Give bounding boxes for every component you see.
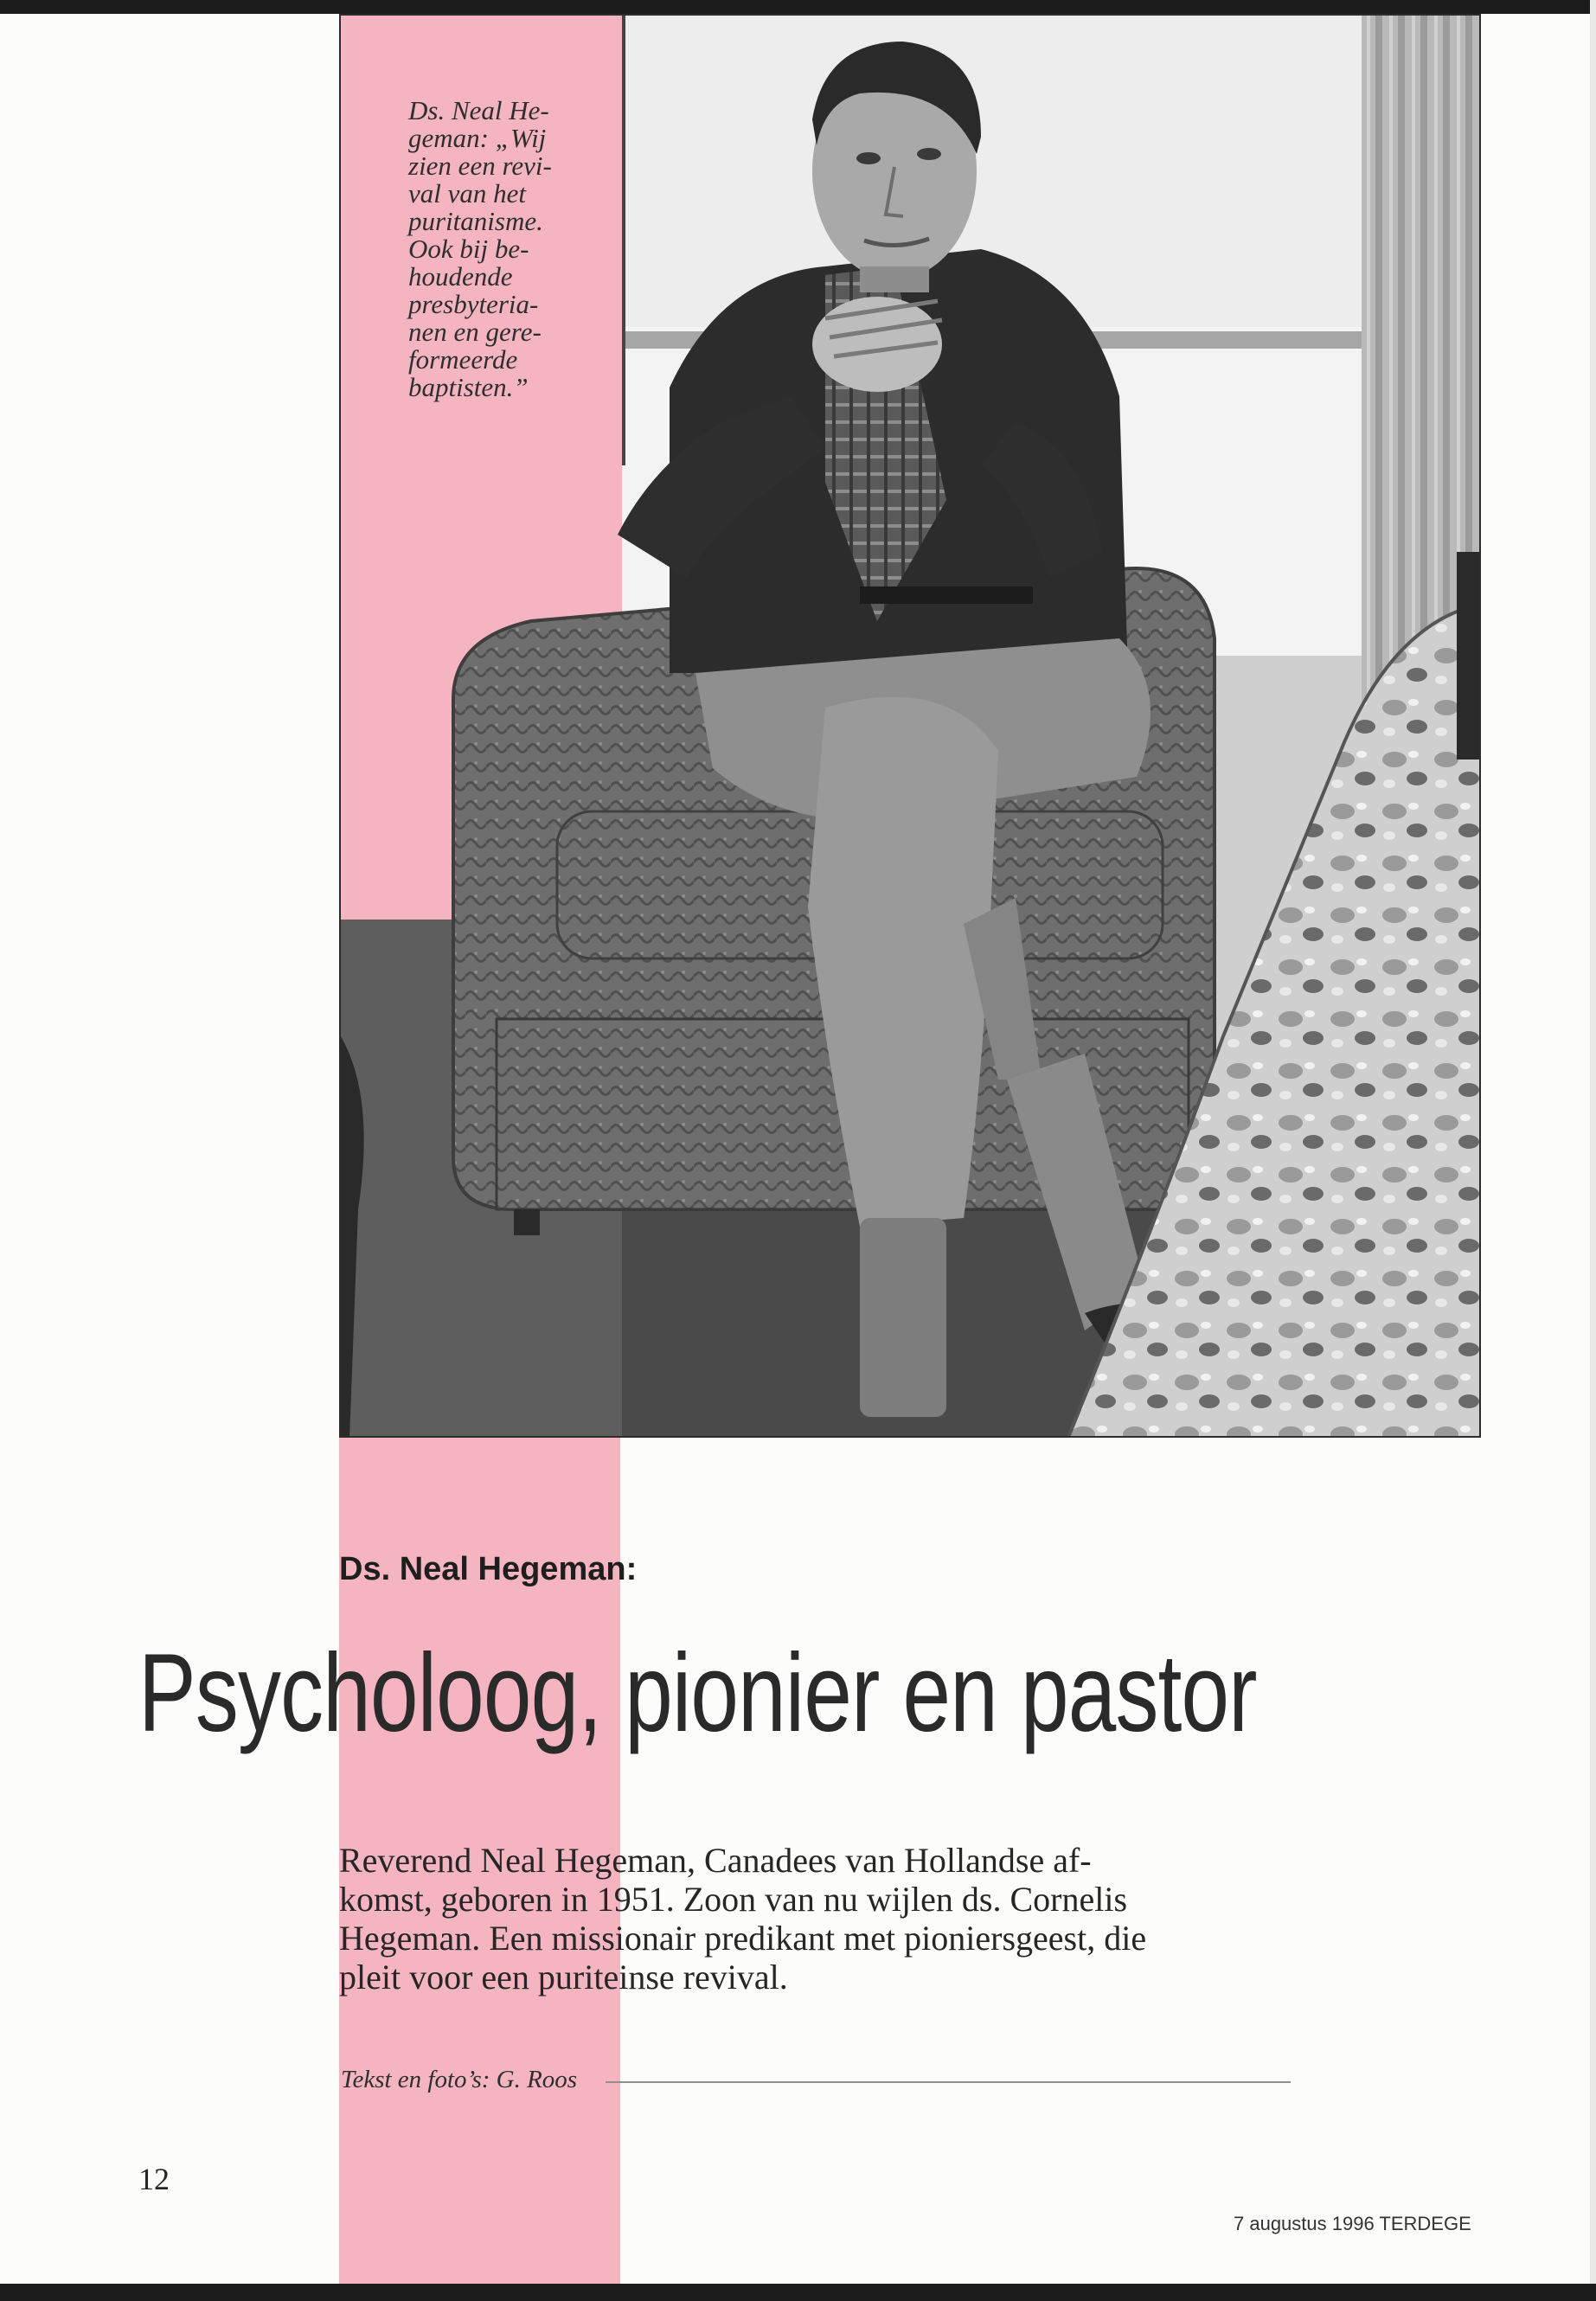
- intro-line: Reverend Neal Hegeman, Canadees van Hollandse af-: [339, 1841, 1092, 1880]
- caption-line: formeerde: [408, 344, 518, 375]
- article-headline: Psycholoog, pionier en pastor: [138, 1631, 1257, 1755]
- caption-line: puritanisme.: [408, 206, 543, 236]
- divider-rule: [606, 2081, 1291, 2083]
- intro-line: komst, geboren in 1951. Zoon van nu wijlen ds. Cornelis: [339, 1880, 1128, 1919]
- caption-line: zien een revi-: [408, 151, 552, 181]
- intro-line: Hegeman. Een missionair predikant met pioniersgeest, die: [339, 1919, 1147, 1958]
- issue-date: 7 augustus 1996 TERDEGE: [1234, 2213, 1471, 2234]
- caption-line: geman: „Wij: [408, 123, 547, 153]
- photo-credit: Tekst en foto’s: G. Roos: [341, 2066, 578, 2093]
- caption-line: presbyteria-: [408, 289, 539, 319]
- caption-line: Ds. Neal He-: [408, 95, 549, 125]
- article-kicker: Ds. Neal Hegeman:: [339, 1551, 638, 1587]
- caption-line: houdende: [408, 261, 513, 292]
- article-intro: [339, 1841, 1256, 1997]
- page-edge: [1590, 0, 1596, 2301]
- caption-line: val van het: [408, 178, 527, 208]
- bottom-rule: [0, 2284, 1596, 2301]
- page-number: 12: [138, 2162, 170, 2196]
- top-rule: [0, 0, 1596, 14]
- caption-line: Ook bij be-: [408, 234, 529, 264]
- caption-line: nen en gere-: [408, 317, 542, 347]
- intro-line: pleit voor een puriteinse revival.: [339, 1958, 788, 1997]
- caption-line: baptisten.”: [408, 372, 529, 402]
- photo-caption: [408, 97, 607, 401]
